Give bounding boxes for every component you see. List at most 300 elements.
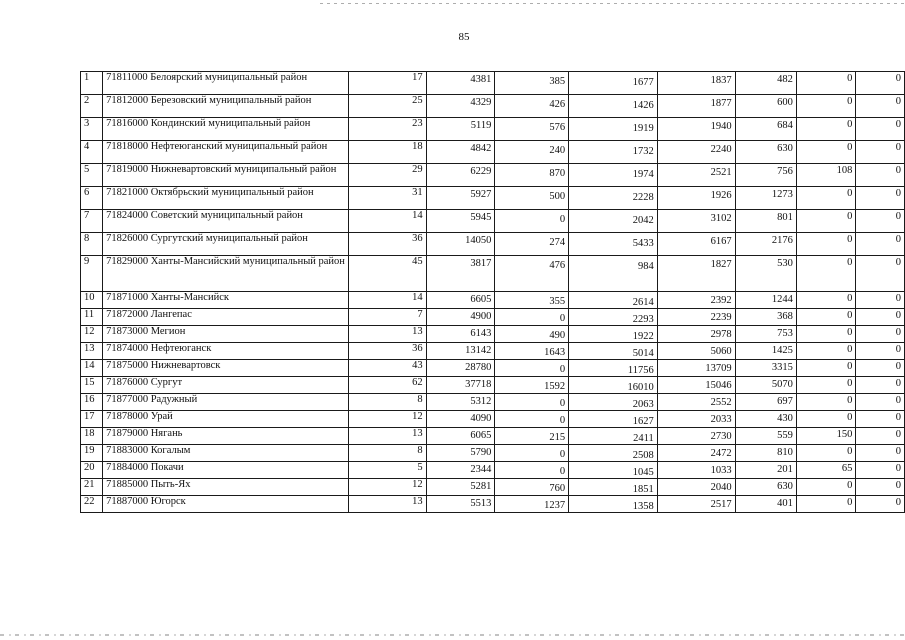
value-cell [569, 496, 658, 513]
value-cell [426, 428, 495, 445]
value-cell [348, 72, 426, 95]
value-cell [796, 72, 856, 95]
value-cell [569, 411, 658, 428]
cell-value: 15046 [705, 380, 732, 391]
cell-value: 600 [777, 97, 793, 108]
value-cell [569, 233, 658, 256]
cell-value: 0 [559, 313, 566, 324]
value-cell [348, 428, 426, 445]
cell-value: 0 [895, 378, 901, 389]
value-cell [735, 233, 796, 256]
table-row [81, 187, 905, 210]
value-cell [657, 326, 735, 343]
table-row [81, 326, 905, 343]
municipality-name: 71878000 Урай [103, 411, 349, 428]
value-cell [495, 445, 569, 462]
value-cell [856, 72, 905, 95]
cell-value: 36 [412, 343, 423, 354]
value-cell [657, 210, 735, 233]
cell-value: 2042 [632, 215, 654, 226]
value-cell [735, 118, 796, 141]
cell-value: 0 [847, 119, 853, 130]
value-cell [796, 343, 856, 360]
cell-value: 0 [895, 119, 901, 130]
cell-value: 65 [841, 463, 853, 474]
value-cell [735, 394, 796, 411]
value-cell [426, 118, 495, 141]
cell-value: 45 [412, 256, 423, 267]
table-row [81, 360, 905, 377]
value-cell [348, 95, 426, 118]
value-cell [856, 428, 905, 445]
row-number: 14 [81, 360, 103, 377]
cell-value: 2293 [632, 314, 654, 325]
value-cell [796, 445, 856, 462]
cell-value: 36 [412, 233, 423, 244]
table-row [81, 118, 905, 141]
cell-value: 37718 [465, 379, 492, 390]
statistics-table [80, 71, 905, 513]
cell-value: 108 [836, 165, 853, 176]
cell-value: 576 [549, 122, 566, 133]
value-cell [856, 496, 905, 513]
cell-value: 0 [847, 378, 853, 389]
cell-value: 0 [895, 234, 901, 245]
value-cell [735, 72, 796, 95]
value-cell [856, 326, 905, 343]
cell-value: 0 [895, 73, 901, 84]
table-row [81, 445, 905, 462]
row-number: 16 [81, 394, 103, 411]
value-cell [495, 326, 569, 343]
value-cell [657, 343, 735, 360]
table-row [81, 164, 905, 187]
cell-value: 810 [777, 447, 793, 458]
cell-value: 62 [412, 377, 423, 388]
value-cell [426, 343, 495, 360]
value-cell [657, 377, 735, 394]
value-cell [426, 309, 495, 326]
municipality-name: 71884000 Покачи [103, 462, 349, 479]
value-cell [348, 360, 426, 377]
value-cell [495, 187, 569, 210]
cell-value: 0 [847, 480, 853, 491]
cell-value: 13142 [465, 345, 492, 356]
municipality-name: 71826000 Сургутский муниципальный район [103, 233, 349, 256]
value-cell [569, 428, 658, 445]
value-cell [348, 343, 426, 360]
cell-value: 385 [549, 76, 566, 87]
value-cell [796, 394, 856, 411]
cell-value: 2239 [710, 312, 732, 323]
value-cell [569, 360, 658, 377]
value-cell [569, 164, 658, 187]
value-cell [796, 256, 856, 292]
value-cell [657, 445, 735, 462]
municipality-name: 71883000 Когалым [103, 445, 349, 462]
value-cell [657, 479, 735, 496]
cell-value: 13 [412, 496, 423, 507]
cell-value: 0 [847, 73, 853, 84]
cell-value: 17 [412, 72, 423, 83]
value-cell [569, 141, 658, 164]
cell-value: 1877 [710, 98, 732, 109]
value-cell [569, 292, 658, 309]
value-cell [426, 394, 495, 411]
cell-value: 1643 [544, 347, 566, 358]
cell-value: 31 [412, 187, 423, 198]
value-cell [796, 411, 856, 428]
value-cell [657, 411, 735, 428]
cell-value: 7 [417, 309, 423, 320]
value-cell [796, 292, 856, 309]
value-cell [426, 445, 495, 462]
cell-value: 1358 [632, 501, 654, 512]
value-cell [796, 210, 856, 233]
municipality-name: 71824000 Советский муниципальный район [103, 210, 349, 233]
table-row [81, 292, 905, 309]
cell-value: 426 [549, 99, 566, 110]
table-row [81, 309, 905, 326]
cell-value: 1851 [632, 484, 654, 495]
row-number: 3 [81, 118, 103, 141]
cell-value: 4090 [470, 413, 492, 424]
value-cell [735, 360, 796, 377]
value-cell [569, 377, 658, 394]
table-row [81, 256, 905, 292]
cell-value: 2552 [710, 397, 732, 408]
cell-value: 0 [895, 165, 901, 176]
cell-value: 430 [777, 413, 793, 424]
cell-value: 530 [777, 258, 793, 269]
value-cell [569, 118, 658, 141]
municipality-name: 71879000 Нягань [103, 428, 349, 445]
cell-value: 1244 [771, 294, 793, 305]
cell-value: 13 [412, 428, 423, 439]
cell-value: 23 [412, 118, 423, 129]
cell-value: 1426 [632, 100, 654, 111]
value-cell [796, 496, 856, 513]
cell-value: 5070 [771, 379, 793, 390]
value-cell [426, 210, 495, 233]
value-cell [856, 445, 905, 462]
cell-value: 3817 [470, 258, 492, 269]
value-cell [426, 326, 495, 343]
value-cell [735, 377, 796, 394]
cell-value: 14050 [465, 235, 492, 246]
value-cell [856, 233, 905, 256]
value-cell [735, 187, 796, 210]
cell-value: 0 [559, 449, 566, 460]
cell-value: 201 [777, 464, 793, 475]
value-cell [495, 377, 569, 394]
value-cell [426, 95, 495, 118]
cell-value: 29 [412, 164, 423, 175]
page-number: 85 [458, 31, 470, 43]
value-cell [796, 118, 856, 141]
cell-value: 490 [549, 330, 566, 341]
value-cell [856, 141, 905, 164]
cell-value: 801 [777, 212, 793, 223]
cell-value: 0 [559, 214, 566, 225]
cell-value: 5945 [470, 212, 492, 223]
value-cell [495, 164, 569, 187]
cell-value: 25 [412, 95, 423, 106]
cell-value: 13 [412, 326, 423, 337]
cell-value: 0 [847, 327, 853, 338]
value-cell [426, 292, 495, 309]
row-number: 22 [81, 496, 103, 513]
value-cell [495, 233, 569, 256]
cell-value: 1926 [710, 190, 732, 201]
cell-value: 1592 [544, 381, 566, 392]
cell-value: 215 [549, 432, 566, 443]
value-cell [426, 360, 495, 377]
value-cell [796, 428, 856, 445]
cell-value: 0 [847, 395, 853, 406]
table-row [81, 95, 905, 118]
value-cell [348, 292, 426, 309]
table-body [81, 72, 905, 513]
cell-value: 500 [549, 191, 566, 202]
value-cell [735, 141, 796, 164]
cell-value: 1827 [710, 259, 732, 270]
municipality-name: 71812000 Березовский муниципальный район [103, 95, 349, 118]
municipality-name: 71876000 Сургут [103, 377, 349, 394]
value-cell [796, 326, 856, 343]
table-row [81, 479, 905, 496]
cell-value: 0 [895, 344, 901, 355]
cell-value: 2033 [710, 414, 732, 425]
value-cell [569, 462, 658, 479]
value-cell [495, 496, 569, 513]
cell-value: 1033 [710, 465, 732, 476]
municipality-name: 71819000 Нижневартовский муниципальный район [103, 164, 349, 187]
cell-value: 0 [847, 257, 853, 268]
cell-value: 4381 [470, 74, 492, 85]
value-cell [796, 164, 856, 187]
cell-value: 0 [895, 361, 901, 372]
cell-value: 684 [777, 120, 793, 131]
value-cell [569, 210, 658, 233]
value-cell [856, 343, 905, 360]
cell-value: 6065 [470, 430, 492, 441]
value-cell [426, 479, 495, 496]
cell-value: 2344 [470, 464, 492, 475]
cell-value: 3315 [771, 362, 793, 373]
value-cell [856, 377, 905, 394]
cell-value: 0 [847, 211, 853, 222]
cell-value: 482 [777, 74, 793, 85]
value-cell [495, 210, 569, 233]
value-cell [569, 394, 658, 411]
row-number: 6 [81, 187, 103, 210]
cell-value: 1837 [710, 75, 732, 86]
cell-value: 2517 [710, 499, 732, 510]
value-cell [657, 496, 735, 513]
value-cell [426, 233, 495, 256]
value-cell [495, 394, 569, 411]
value-cell [856, 95, 905, 118]
cell-value: 150 [836, 429, 853, 440]
cell-value: 0 [895, 446, 901, 457]
cell-value: 274 [549, 237, 566, 248]
value-cell [856, 292, 905, 309]
value-cell [657, 72, 735, 95]
cell-value: 0 [895, 257, 901, 268]
value-cell [495, 428, 569, 445]
cell-value: 5060 [710, 346, 732, 357]
cell-value: 2040 [710, 482, 732, 493]
value-cell [735, 496, 796, 513]
table-row [81, 141, 905, 164]
cell-value: 2392 [710, 295, 732, 306]
value-cell [735, 462, 796, 479]
table-row [81, 72, 905, 95]
value-cell [348, 326, 426, 343]
value-cell [348, 210, 426, 233]
value-cell [426, 72, 495, 95]
value-cell [856, 360, 905, 377]
value-cell [348, 394, 426, 411]
cell-value: 0 [847, 412, 853, 423]
value-cell [856, 394, 905, 411]
cell-value: 14 [412, 210, 423, 221]
value-cell [426, 164, 495, 187]
scan-edge-bottom [0, 634, 905, 636]
cell-value: 753 [777, 328, 793, 339]
cell-value: 1940 [710, 121, 732, 132]
table-row [81, 377, 905, 394]
cell-value: 0 [895, 480, 901, 491]
cell-value: 0 [847, 293, 853, 304]
value-cell [796, 141, 856, 164]
value-cell [495, 479, 569, 496]
cell-value: 5312 [470, 396, 492, 407]
value-cell [796, 187, 856, 210]
row-number: 9 [81, 256, 103, 292]
value-cell [657, 428, 735, 445]
row-number: 13 [81, 343, 103, 360]
cell-value: 4329 [470, 97, 492, 108]
row-number: 10 [81, 292, 103, 309]
value-cell [735, 343, 796, 360]
cell-value: 3102 [710, 213, 732, 224]
cell-value: 6167 [710, 236, 732, 247]
value-cell [495, 141, 569, 164]
cell-value: 0 [895, 412, 901, 423]
value-cell [348, 479, 426, 496]
value-cell [735, 309, 796, 326]
value-cell [735, 411, 796, 428]
cell-value: 8 [417, 445, 423, 456]
row-number: 4 [81, 141, 103, 164]
value-cell [657, 141, 735, 164]
cell-value: 2730 [710, 431, 732, 442]
municipality-name: 71821000 Октябрьский муниципальный район [103, 187, 349, 210]
cell-value: 368 [777, 311, 793, 322]
value-cell [426, 377, 495, 394]
cell-value: 4842 [470, 143, 492, 154]
cell-value: 43 [412, 360, 423, 371]
value-cell [426, 411, 495, 428]
value-cell [796, 462, 856, 479]
cell-value: 12 [412, 479, 423, 490]
value-cell [657, 95, 735, 118]
row-number: 12 [81, 326, 103, 343]
value-cell [348, 496, 426, 513]
value-cell [657, 118, 735, 141]
table-row [81, 210, 905, 233]
value-cell [856, 411, 905, 428]
row-number: 21 [81, 479, 103, 496]
municipality-name: 71873000 Мегион [103, 326, 349, 343]
value-cell [426, 187, 495, 210]
cell-value: 12 [412, 411, 423, 422]
value-cell [796, 360, 856, 377]
cell-value: 2508 [632, 450, 654, 461]
cell-value: 6229 [470, 166, 492, 177]
value-cell [856, 164, 905, 187]
table-row [81, 496, 905, 513]
cell-value: 0 [895, 497, 901, 508]
value-cell [495, 462, 569, 479]
cell-value: 1237 [544, 500, 566, 511]
value-cell [569, 72, 658, 95]
row-number: 15 [81, 377, 103, 394]
cell-value: 0 [895, 211, 901, 222]
cell-value: 870 [549, 168, 566, 179]
municipality-name: 71875000 Нижневартовск [103, 360, 349, 377]
table-row [81, 233, 905, 256]
cell-value: 476 [549, 260, 566, 271]
cell-value: 0 [895, 395, 901, 406]
value-cell [796, 95, 856, 118]
table-row [81, 394, 905, 411]
value-cell [735, 479, 796, 496]
cell-value: 2228 [632, 192, 654, 203]
cell-value: 0 [895, 142, 901, 153]
municipality-name: 71816000 Кондинский муниципальный район [103, 118, 349, 141]
value-cell [796, 377, 856, 394]
cell-value: 355 [549, 296, 566, 307]
municipality-name: 71829000 Ханты-Мансийский муниципальный район [103, 256, 349, 292]
value-cell [735, 164, 796, 187]
value-cell [426, 141, 495, 164]
cell-value: 1732 [632, 146, 654, 157]
cell-value: 0 [559, 364, 566, 375]
value-cell [348, 462, 426, 479]
value-cell [426, 256, 495, 292]
cell-value: 0 [847, 310, 853, 321]
municipality-name: 71874000 Нефтеюганск [103, 343, 349, 360]
cell-value: 2978 [710, 329, 732, 340]
cell-value: 1919 [632, 123, 654, 134]
cell-value: 2472 [710, 448, 732, 459]
cell-value: 5 [417, 462, 423, 473]
value-cell [856, 210, 905, 233]
cell-value: 1045 [632, 467, 654, 478]
cell-value: 16010 [627, 382, 654, 393]
cell-value: 5119 [470, 120, 492, 131]
cell-value: 0 [895, 96, 901, 107]
cell-value: 760 [549, 483, 566, 494]
cell-value: 0 [847, 497, 853, 508]
cell-value: 0 [847, 188, 853, 199]
value-cell [569, 187, 658, 210]
value-cell [348, 377, 426, 394]
cell-value: 1677 [632, 77, 654, 88]
